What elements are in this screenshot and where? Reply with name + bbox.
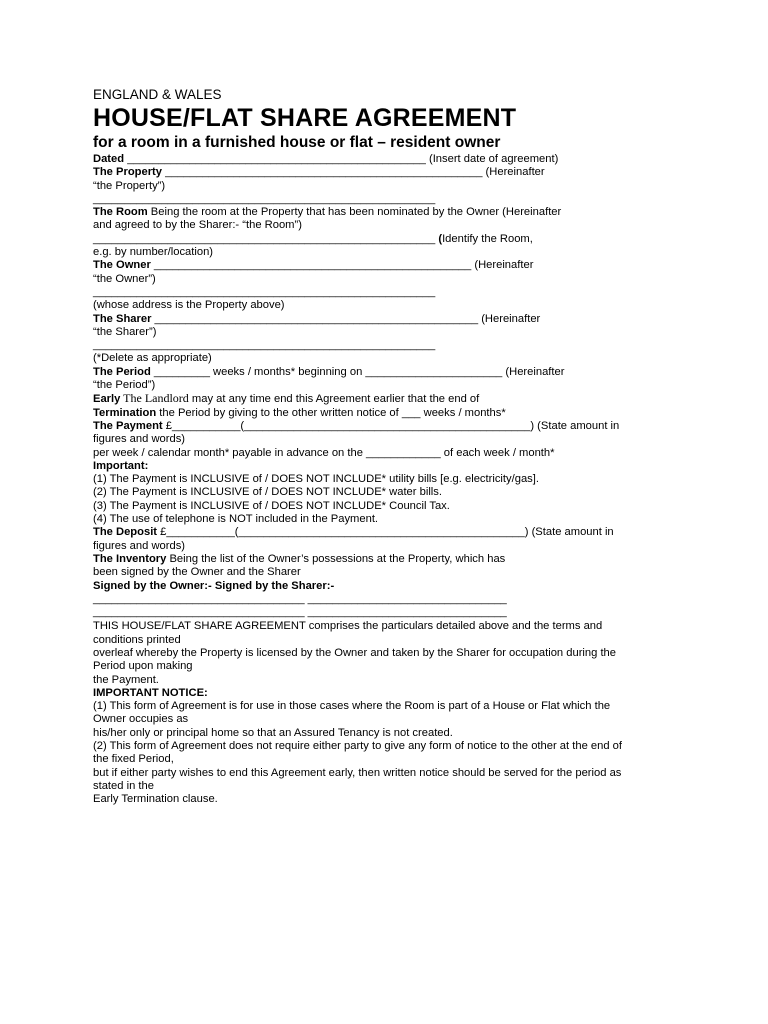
room-label: The Room [93, 206, 148, 219]
blank-line: _______________________________________________________ [93, 192, 436, 205]
early-termination-line-1 [93, 392, 683, 406]
room-paren: ( [435, 232, 443, 245]
signature-line: __________________________________ ________________________________ [93, 606, 507, 619]
body-line: overleaf whereby the Property is licensed by the Owner and taken by the Sharer for occupation during the [93, 646, 617, 659]
notice-line: Early Termination clause. [93, 793, 218, 806]
early-landlord: The Landlord [120, 391, 189, 406]
deposit-label: The Deposit [93, 526, 158, 539]
sharer-blank: ____________________________________________________ (Hereinafter [151, 312, 541, 325]
period-quote: “the Period”) [93, 379, 156, 392]
payment-field [93, 420, 683, 433]
owner-quote: “the Owner”) [93, 272, 156, 285]
jurisdiction-label: ENGLAND & WALES [93, 87, 222, 102]
payment-line-3: per week / calendar month* payable in advance on the ____________ of each week / month* [93, 446, 555, 459]
room-blank: _______________________________________________________ [93, 232, 436, 245]
owner-address: (whose address is the Property above) [93, 299, 285, 312]
period-blank: _________ weeks / months* beginning on ______________________ (Hereinafter [150, 365, 565, 378]
room-line-2: and agreed to by the Sharer:- “the Room”) [93, 219, 302, 232]
period-field [93, 366, 683, 379]
room-line-4: e.g. by number/location) [93, 246, 214, 259]
dated-label: Dated [93, 153, 125, 165]
payment-line-2: figures and words) [93, 433, 186, 446]
notice-line: (2) This form of Agreement does not require either party to give any form of notice to the other at the end of [93, 740, 623, 753]
property-label: The Property [93, 166, 163, 179]
notice-line: the fixed Period, [93, 753, 174, 766]
inventory-label: The Inventory [93, 552, 167, 565]
document-subtitle: for a room in a furnished house or flat – resident owner [93, 134, 501, 151]
notice-line: (1) This form of Agreement is for use in those cases where the Room is part of a House or Flat which the [93, 700, 611, 713]
payment-label: The Payment [93, 419, 163, 432]
early-text: may at any time end this Agreement earlier that the end of [188, 393, 480, 406]
notice-line: but if either party wishes to end this Agreement early, then written notice should be served for the period as [93, 766, 622, 779]
inventory-field [93, 553, 683, 566]
blank-line: _______________________________________________________ [93, 339, 436, 352]
owner-field [93, 259, 683, 272]
body-line: THIS HOUSE/FLAT SHARE AGREEMENT comprises the particulars detailed above and the terms and [93, 620, 603, 633]
deposit-line-2: figures and words) [93, 539, 186, 552]
property-quote: “the Property”) [93, 179, 166, 192]
notice-line: his/her only or principal home so that an Assured Tenancy is not created. [93, 726, 453, 739]
early-termination-line-2 [93, 407, 683, 420]
sharer-quote: “the Sharer”) [93, 325, 157, 338]
deposit-blank: £___________(______________________________________________) (State amount in [157, 526, 614, 539]
inventory-line-2: been signed by the Owner and the Sharer [93, 566, 301, 579]
important-item: (2) The Payment is INCLUSIVE of / DOES NOT INCLUDE* water bills. [93, 486, 442, 499]
body-line: Period upon making [93, 660, 193, 673]
document-title: HOUSE/FLAT SHARE AGREEMENT [93, 104, 517, 132]
period-label: The Period [93, 365, 151, 378]
property-blank: ___________________________________________________ (Hereinafter [162, 166, 545, 179]
sharer-label: The Sharer [93, 312, 152, 325]
notice-line: Owner occupies as [93, 713, 189, 726]
termination-label: Termination [93, 406, 157, 419]
signature-line: __________________________________ ________________________________ [93, 592, 507, 605]
owner-blank: ___________________________________________________ (Hereinafter [150, 259, 534, 272]
room-field [93, 206, 683, 219]
property-field [93, 166, 683, 179]
room-text: Being the room at the Property that has been nominated by the Owner (Hereinafter [147, 206, 562, 219]
room-identify: Identify the Room, [442, 232, 533, 245]
termination-text: the Period by giving to the other written notice of ___ weeks / months* [156, 406, 506, 419]
notice-line: stated in the [93, 779, 154, 792]
agreement-form [93, 86, 683, 807]
sharer-field [93, 313, 683, 326]
important-item: (4) The use of telephone is NOT included in the Payment. [93, 513, 379, 526]
owner-label: The Owner [93, 259, 151, 272]
early-label: Early [93, 393, 121, 406]
dated-field [93, 153, 683, 166]
delete-note: (*Delete as appropriate) [93, 352, 212, 365]
deposit-field [93, 526, 683, 539]
important-item: (1) The Payment is INCLUSIVE of / DOES NOT INCLUDE* utility bills [e.g. electricity/gas]. [93, 473, 539, 486]
important-item: (3) The Payment is INCLUSIVE of / DOES NOT INCLUDE* Council Tax. [93, 499, 450, 512]
signed-labels: Signed by the Owner:- Signed by the Sharer:- [93, 579, 335, 592]
payment-blank: £___________(______________________________________________) (State amount in [162, 419, 620, 432]
body-line: the Payment. [93, 673, 159, 686]
important-label: Important: [93, 459, 149, 472]
inventory-text: Being the list of the Owner’s possessions at the Property, which has [166, 552, 506, 565]
room-line-3 [93, 233, 683, 246]
dated-blank: ________________________________________________ (Insert date of agreement) [124, 153, 559, 165]
important-notice-label: IMPORTANT NOTICE: [93, 686, 208, 699]
blank-line: _______________________________________________________ [93, 285, 436, 298]
body-line: conditions printed [93, 633, 181, 646]
